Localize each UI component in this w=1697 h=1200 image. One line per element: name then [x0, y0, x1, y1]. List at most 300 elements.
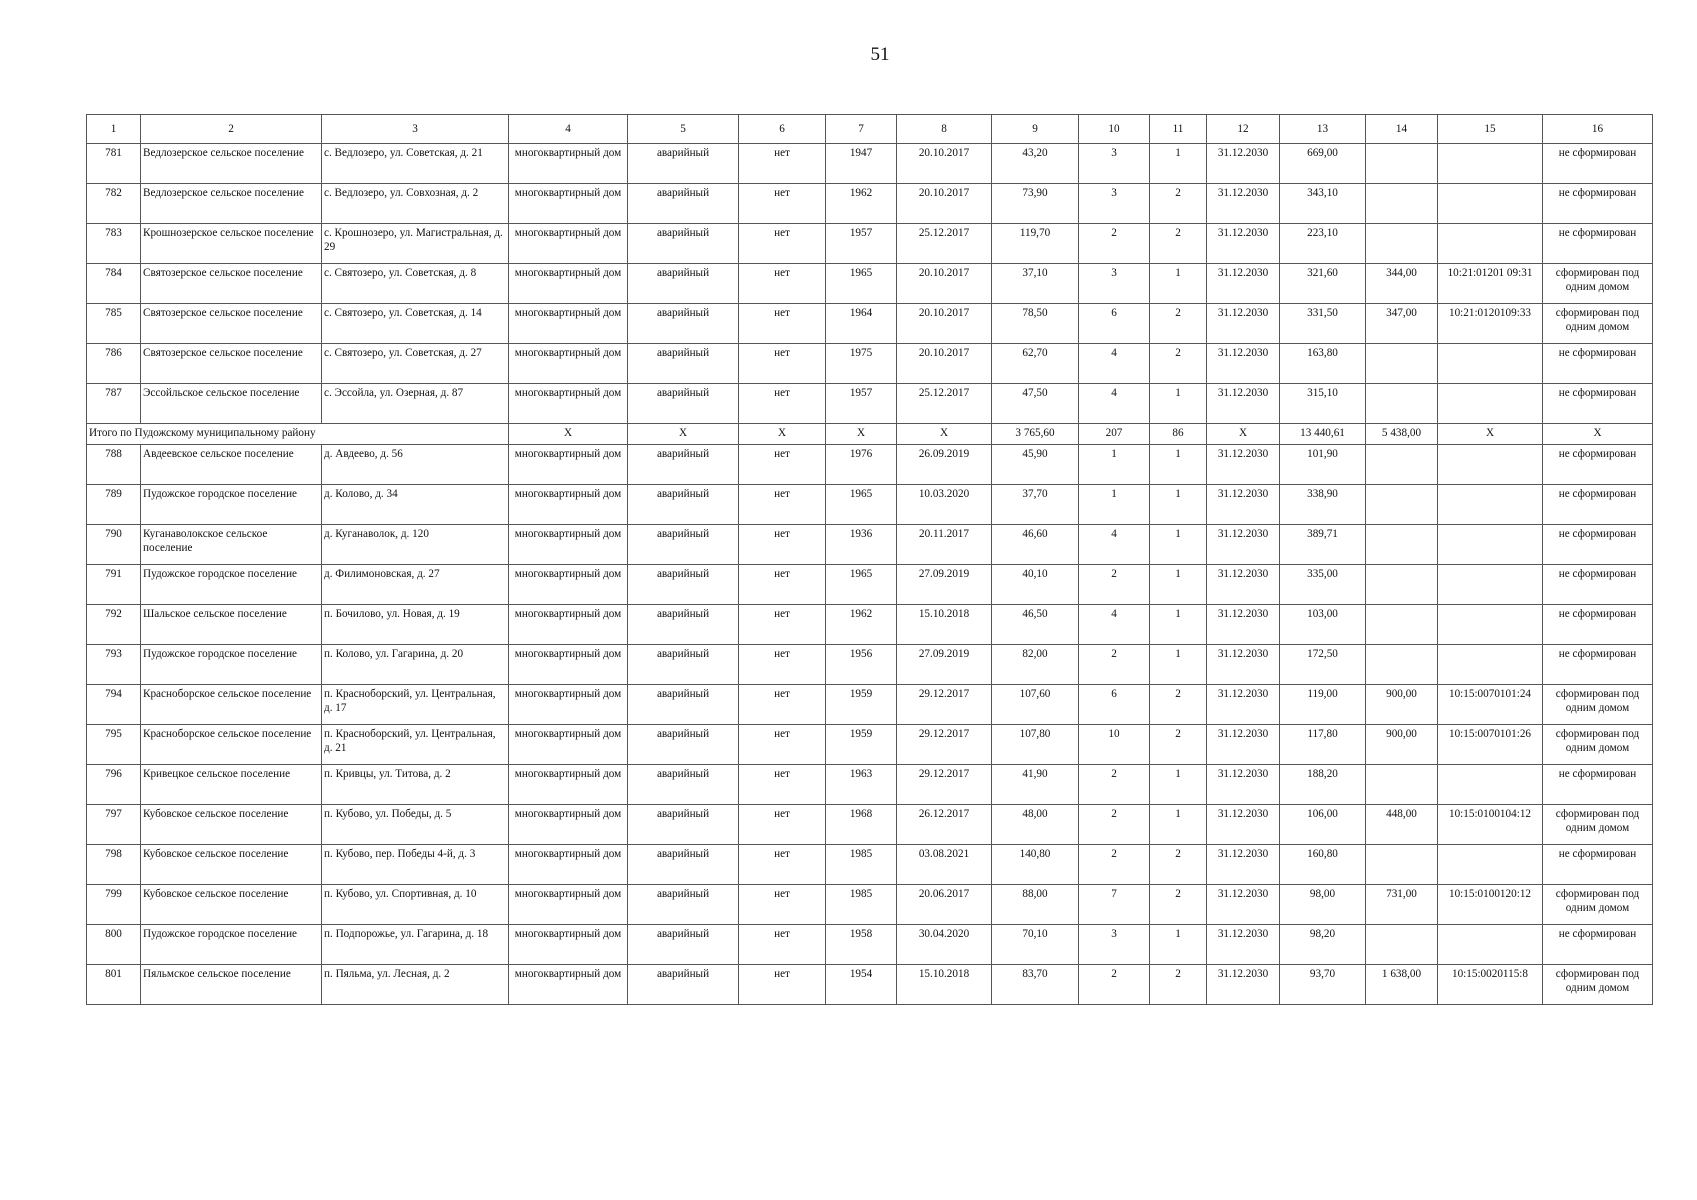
- settlement-cell: Святозерское сельское поселение: [141, 344, 322, 384]
- column-6-cell: нет: [739, 765, 826, 805]
- cadastral-number-cell: 10:15:0100120:12: [1438, 885, 1543, 925]
- column-header: 7: [826, 115, 897, 144]
- status-cell: аварийный: [628, 485, 739, 525]
- column-13-cell: 119,00: [1280, 685, 1366, 725]
- address-cell: с. Святозеро, ул. Советская, д. 14: [322, 304, 509, 344]
- column-header: 9: [992, 115, 1079, 144]
- year-cell: 1936: [826, 525, 897, 565]
- date-cell: 20.10.2017: [897, 184, 992, 224]
- settlement-cell: Кубовское сельское поселение: [141, 845, 322, 885]
- table-body: [87, 144, 1653, 1005]
- area-cell: 46,50: [992, 605, 1079, 645]
- settlement-cell: Кубовское сельское поселение: [141, 885, 322, 925]
- table-row: [87, 525, 1653, 565]
- column-header: 12: [1207, 115, 1280, 144]
- total-c6-cell: X: [739, 424, 826, 445]
- deadline-cell: 31.12.2030: [1207, 485, 1280, 525]
- status-cell: аварийный: [628, 344, 739, 384]
- column-10-cell: 6: [1079, 304, 1150, 344]
- land-status-cell: не сформирован: [1543, 845, 1653, 885]
- column-13-cell: 343,10: [1280, 184, 1366, 224]
- column-11-cell: 1: [1150, 445, 1207, 485]
- column-10-cell: 3: [1079, 925, 1150, 965]
- date-cell: 20.10.2017: [897, 264, 992, 304]
- cadastral-number-cell: [1438, 184, 1543, 224]
- column-11-cell: 2: [1150, 685, 1207, 725]
- cadastral-number-cell: 10:15:0070101:24: [1438, 685, 1543, 725]
- deadline-cell: 31.12.2030: [1207, 224, 1280, 264]
- column-header: 14: [1366, 115, 1438, 144]
- column-11-cell: 1: [1150, 264, 1207, 304]
- column-14-cell: [1366, 525, 1438, 565]
- row-number: 781: [87, 144, 141, 184]
- column-14-cell: [1366, 925, 1438, 965]
- status-cell: аварийный: [628, 885, 739, 925]
- area-cell: 43,20: [992, 144, 1079, 184]
- land-status-cell: не сформирован: [1543, 565, 1653, 605]
- status-cell: аварийный: [628, 304, 739, 344]
- land-status-cell: не сформирован: [1543, 344, 1653, 384]
- status-cell: аварийный: [628, 805, 739, 845]
- column-11-cell: 2: [1150, 304, 1207, 344]
- row-number: 793: [87, 645, 141, 685]
- date-cell: 03.08.2021: [897, 845, 992, 885]
- year-cell: 1956: [826, 645, 897, 685]
- status-cell: аварийный: [628, 685, 739, 725]
- table-row: [87, 264, 1653, 304]
- table-row: [87, 845, 1653, 885]
- column-13-cell: 338,90: [1280, 485, 1366, 525]
- column-6-cell: нет: [739, 304, 826, 344]
- column-14-cell: [1366, 184, 1438, 224]
- total-c15-cell: X: [1438, 424, 1543, 445]
- deadline-cell: 31.12.2030: [1207, 264, 1280, 304]
- year-cell: 1976: [826, 445, 897, 485]
- column-6-cell: нет: [739, 445, 826, 485]
- column-14-cell: [1366, 605, 1438, 645]
- deadline-cell: 31.12.2030: [1207, 765, 1280, 805]
- date-cell: 30.04.2020: [897, 925, 992, 965]
- column-11-cell: 2: [1150, 885, 1207, 925]
- cadastral-number-cell: [1438, 525, 1543, 565]
- land-status-cell: сформирован под одним домом: [1543, 965, 1653, 1005]
- area-cell: 62,70: [992, 344, 1079, 384]
- settlement-cell: Эссойльское сельское поселение: [141, 384, 322, 424]
- column-6-cell: нет: [739, 344, 826, 384]
- settlement-cell: Пудожское городское поселение: [141, 485, 322, 525]
- row-number: 787: [87, 384, 141, 424]
- cadastral-number-cell: 10:21:0120109:33: [1438, 304, 1543, 344]
- column-11-cell: 1: [1150, 144, 1207, 184]
- column-6-cell: нет: [739, 965, 826, 1005]
- land-status-cell: сформирован под одним домом: [1543, 805, 1653, 845]
- year-cell: 1985: [826, 845, 897, 885]
- column-13-cell: 315,10: [1280, 384, 1366, 424]
- column-10-cell: 3: [1079, 264, 1150, 304]
- column-10-cell: 3: [1079, 184, 1150, 224]
- status-cell: аварийный: [628, 925, 739, 965]
- row-number: 788: [87, 445, 141, 485]
- column-13-cell: 389,71: [1280, 525, 1366, 565]
- column-14-cell: 1 638,00: [1366, 965, 1438, 1005]
- address-cell: п. Колово, ул. Гагарина, д. 20: [322, 645, 509, 685]
- table-row: [87, 685, 1653, 725]
- settlement-cell: Кубовское сельское поселение: [141, 805, 322, 845]
- house-type-cell: многоквартирный дом: [509, 805, 628, 845]
- house-type-cell: многоквартирный дом: [509, 344, 628, 384]
- column-6-cell: нет: [739, 144, 826, 184]
- column-13-cell: 321,60: [1280, 264, 1366, 304]
- settlement-cell: Пяльмское сельское поселение: [141, 965, 322, 1005]
- column-13-cell: 117,80: [1280, 725, 1366, 765]
- date-cell: 29.12.2017: [897, 725, 992, 765]
- column-header: 8: [897, 115, 992, 144]
- column-10-cell: 4: [1079, 525, 1150, 565]
- column-13-cell: 98,00: [1280, 885, 1366, 925]
- table-row: [87, 805, 1653, 845]
- deadline-cell: 31.12.2030: [1207, 805, 1280, 845]
- area-cell: 73,90: [992, 184, 1079, 224]
- table-row: [87, 605, 1653, 645]
- column-10-cell: 1: [1079, 445, 1150, 485]
- column-11-cell: 1: [1150, 485, 1207, 525]
- total-c10-cell: 207: [1079, 424, 1150, 445]
- total-c13-cell: 13 440,61: [1280, 424, 1366, 445]
- total-c5-cell: X: [628, 424, 739, 445]
- cadastral-number-cell: [1438, 925, 1543, 965]
- column-6-cell: нет: [739, 224, 826, 264]
- row-number: 783: [87, 224, 141, 264]
- area-cell: 78,50: [992, 304, 1079, 344]
- column-10-cell: 4: [1079, 344, 1150, 384]
- table-row: [87, 344, 1653, 384]
- house-type-cell: многоквартирный дом: [509, 304, 628, 344]
- address-cell: д. Авдеево, д. 56: [322, 445, 509, 485]
- total-c8-cell: X: [897, 424, 992, 445]
- year-cell: 1957: [826, 224, 897, 264]
- date-cell: 20.06.2017: [897, 885, 992, 925]
- column-13-cell: 669,00: [1280, 144, 1366, 184]
- table-row: [87, 725, 1653, 765]
- column-14-cell: 731,00: [1366, 885, 1438, 925]
- area-cell: 140,80: [992, 845, 1079, 885]
- deadline-cell: 31.12.2030: [1207, 885, 1280, 925]
- cadastral-number-cell: [1438, 485, 1543, 525]
- cadastral-number-cell: 10:15:0100104:12: [1438, 805, 1543, 845]
- column-14-cell: 900,00: [1366, 685, 1438, 725]
- column-header: 16: [1543, 115, 1653, 144]
- column-header: 3: [322, 115, 509, 144]
- row-number: 784: [87, 264, 141, 304]
- column-10-cell: 2: [1079, 645, 1150, 685]
- column-6-cell: нет: [739, 384, 826, 424]
- area-cell: 48,00: [992, 805, 1079, 845]
- settlement-cell: Ведлозерское сельское поселение: [141, 144, 322, 184]
- column-11-cell: 1: [1150, 565, 1207, 605]
- column-11-cell: 2: [1150, 965, 1207, 1005]
- address-cell: п. Пяльма, ул. Лесная, д. 2: [322, 965, 509, 1005]
- address-cell: д. Филимоновская, д. 27: [322, 565, 509, 605]
- year-cell: 1975: [826, 344, 897, 384]
- land-status-cell: сформирован под одним домом: [1543, 885, 1653, 925]
- column-10-cell: 7: [1079, 885, 1150, 925]
- row-number: 786: [87, 344, 141, 384]
- area-cell: 70,10: [992, 925, 1079, 965]
- column-6-cell: нет: [739, 885, 826, 925]
- column-13-cell: 98,20: [1280, 925, 1366, 965]
- settlement-cell: Святозерское сельское поселение: [141, 264, 322, 304]
- column-11-cell: 2: [1150, 184, 1207, 224]
- column-header: 11: [1150, 115, 1207, 144]
- house-type-cell: многоквартирный дом: [509, 264, 628, 304]
- settlement-cell: Красноборское сельское поселение: [141, 725, 322, 765]
- table-row: [87, 885, 1653, 925]
- year-cell: 1962: [826, 184, 897, 224]
- status-cell: аварийный: [628, 565, 739, 605]
- house-type-cell: многоквартирный дом: [509, 525, 628, 565]
- year-cell: 1947: [826, 144, 897, 184]
- land-status-cell: не сформирован: [1543, 384, 1653, 424]
- status-cell: аварийный: [628, 224, 739, 264]
- column-14-cell: 448,00: [1366, 805, 1438, 845]
- column-11-cell: 2: [1150, 845, 1207, 885]
- land-status-cell: не сформирован: [1543, 645, 1653, 685]
- column-13-cell: 172,50: [1280, 645, 1366, 685]
- column-6-cell: нет: [739, 525, 826, 565]
- cadastral-number-cell: 10:21:01201 09:31: [1438, 264, 1543, 304]
- year-cell: 1965: [826, 565, 897, 605]
- column-13-cell: 331,50: [1280, 304, 1366, 344]
- column-10-cell: 4: [1079, 384, 1150, 424]
- row-number: 800: [87, 925, 141, 965]
- cadastral-number-cell: [1438, 445, 1543, 485]
- address-cell: д. Куганаволок, д. 120: [322, 525, 509, 565]
- house-type-cell: многоквартирный дом: [509, 925, 628, 965]
- column-10-cell: 6: [1079, 685, 1150, 725]
- column-10-cell: 2: [1079, 765, 1150, 805]
- address-cell: д. Колово, д. 34: [322, 485, 509, 525]
- date-cell: 20.11.2017: [897, 525, 992, 565]
- address-cell: п. Красноборский, ул. Центральная, д. 21: [322, 725, 509, 765]
- column-13-cell: 106,00: [1280, 805, 1366, 845]
- column-13-cell: 103,00: [1280, 605, 1366, 645]
- column-number-row: [87, 115, 1653, 144]
- area-cell: 119,70: [992, 224, 1079, 264]
- row-number: 794: [87, 685, 141, 725]
- area-cell: 46,60: [992, 525, 1079, 565]
- land-status-cell: сформирован под одним домом: [1543, 264, 1653, 304]
- area-cell: 45,90: [992, 445, 1079, 485]
- settlement-cell: Ведлозерское сельское поселение: [141, 184, 322, 224]
- row-number: 796: [87, 765, 141, 805]
- deadline-cell: 31.12.2030: [1207, 344, 1280, 384]
- column-14-cell: [1366, 144, 1438, 184]
- column-13-cell: 93,70: [1280, 965, 1366, 1005]
- column-11-cell: 2: [1150, 344, 1207, 384]
- column-14-cell: 344,00: [1366, 264, 1438, 304]
- year-cell: 1958: [826, 925, 897, 965]
- area-cell: 82,00: [992, 645, 1079, 685]
- house-type-cell: многоквартирный дом: [509, 765, 628, 805]
- year-cell: 1959: [826, 685, 897, 725]
- table-row: [87, 965, 1653, 1005]
- table-row: [87, 765, 1653, 805]
- house-type-cell: многоквартирный дом: [509, 605, 628, 645]
- date-cell: 27.09.2019: [897, 565, 992, 605]
- cadastral-number-cell: [1438, 224, 1543, 264]
- settlement-cell: Шальское сельское поселение: [141, 605, 322, 645]
- column-14-cell: 900,00: [1366, 725, 1438, 765]
- cadastral-number-cell: 10:15:0020115:8: [1438, 965, 1543, 1005]
- area-cell: 107,60: [992, 685, 1079, 725]
- column-14-cell: [1366, 384, 1438, 424]
- address-cell: с. Крошнозеро, ул. Магистральная, д. 29: [322, 224, 509, 264]
- area-cell: 41,90: [992, 765, 1079, 805]
- deadline-cell: 31.12.2030: [1207, 445, 1280, 485]
- status-cell: аварийный: [628, 144, 739, 184]
- house-type-cell: многоквартирный дом: [509, 384, 628, 424]
- deadline-cell: 31.12.2030: [1207, 645, 1280, 685]
- column-6-cell: нет: [739, 645, 826, 685]
- column-14-cell: [1366, 765, 1438, 805]
- deadline-cell: 31.12.2030: [1207, 384, 1280, 424]
- page-number: 51: [870, 44, 890, 65]
- year-cell: 1965: [826, 264, 897, 304]
- land-status-cell: не сформирован: [1543, 445, 1653, 485]
- column-6-cell: нет: [739, 685, 826, 725]
- cadastral-number-cell: [1438, 645, 1543, 685]
- total-c9-cell: 3 765,60: [992, 424, 1079, 445]
- house-type-cell: многоквартирный дом: [509, 965, 628, 1005]
- date-cell: 29.12.2017: [897, 685, 992, 725]
- column-14-cell: [1366, 224, 1438, 264]
- land-status-cell: не сформирован: [1543, 605, 1653, 645]
- column-6-cell: нет: [739, 805, 826, 845]
- year-cell: 1968: [826, 805, 897, 845]
- column-13-cell: 335,00: [1280, 565, 1366, 605]
- land-status-cell: не сформирован: [1543, 144, 1653, 184]
- column-13-cell: 101,90: [1280, 445, 1366, 485]
- area-cell: 83,70: [992, 965, 1079, 1005]
- column-11-cell: 1: [1150, 765, 1207, 805]
- column-14-cell: [1366, 645, 1438, 685]
- table-row: [87, 485, 1653, 525]
- column-14-cell: [1366, 565, 1438, 605]
- housing-registry-table: [86, 114, 1653, 1005]
- date-cell: 20.10.2017: [897, 304, 992, 344]
- year-cell: 1965: [826, 485, 897, 525]
- total-c11-cell: 86: [1150, 424, 1207, 445]
- cadastral-number-cell: [1438, 344, 1543, 384]
- settlement-cell: Святозерское сельское поселение: [141, 304, 322, 344]
- column-14-cell: 347,00: [1366, 304, 1438, 344]
- cadastral-number-cell: [1438, 144, 1543, 184]
- total-label: Итого по Пудожскому муниципальному району: [87, 424, 509, 445]
- address-cell: с. Ведлозеро, ул. Советская, д. 21: [322, 144, 509, 184]
- row-number: 798: [87, 845, 141, 885]
- land-status-cell: сформирован под одним домом: [1543, 304, 1653, 344]
- date-cell: 15.10.2018: [897, 605, 992, 645]
- row-number: 789: [87, 485, 141, 525]
- settlement-cell: Кривецкое сельское поселение: [141, 765, 322, 805]
- column-13-cell: 163,80: [1280, 344, 1366, 384]
- column-header: 13: [1280, 115, 1366, 144]
- row-number: 791: [87, 565, 141, 605]
- column-header: 2: [141, 115, 322, 144]
- deadline-cell: 31.12.2030: [1207, 184, 1280, 224]
- cadastral-number-cell: 10:15:0070101:26: [1438, 725, 1543, 765]
- column-11-cell: 1: [1150, 925, 1207, 965]
- settlement-cell: Пудожское городское поселение: [141, 925, 322, 965]
- column-6-cell: нет: [739, 184, 826, 224]
- column-10-cell: 10: [1079, 725, 1150, 765]
- status-cell: аварийный: [628, 264, 739, 304]
- house-type-cell: многоквартирный дом: [509, 224, 628, 264]
- house-type-cell: многоквартирный дом: [509, 725, 628, 765]
- status-cell: аварийный: [628, 725, 739, 765]
- table-row: [87, 645, 1653, 685]
- area-cell: 107,80: [992, 725, 1079, 765]
- area-cell: 40,10: [992, 565, 1079, 605]
- house-type-cell: многоквартирный дом: [509, 685, 628, 725]
- land-status-cell: не сформирован: [1543, 525, 1653, 565]
- area-cell: 88,00: [992, 885, 1079, 925]
- column-14-cell: [1366, 445, 1438, 485]
- cadastral-number-cell: [1438, 605, 1543, 645]
- land-status-cell: сформирован под одним домом: [1543, 725, 1653, 765]
- total-c16-cell: X: [1543, 424, 1653, 445]
- status-cell: аварийный: [628, 384, 739, 424]
- date-cell: 15.10.2018: [897, 965, 992, 1005]
- column-13-cell: 223,10: [1280, 224, 1366, 264]
- column-6-cell: нет: [739, 605, 826, 645]
- column-header: 4: [509, 115, 628, 144]
- address-cell: с. Ведлозеро, ул. Совхозная, д. 2: [322, 184, 509, 224]
- cadastral-number-cell: [1438, 845, 1543, 885]
- status-cell: аварийный: [628, 845, 739, 885]
- house-type-cell: многоквартирный дом: [509, 445, 628, 485]
- column-10-cell: 3: [1079, 144, 1150, 184]
- year-cell: 1963: [826, 765, 897, 805]
- year-cell: 1964: [826, 304, 897, 344]
- total-row: [87, 424, 1653, 445]
- year-cell: 1959: [826, 725, 897, 765]
- year-cell: 1985: [826, 885, 897, 925]
- column-6-cell: нет: [739, 565, 826, 605]
- house-type-cell: многоквартирный дом: [509, 565, 628, 605]
- address-cell: с. Святозеро, ул. Советская, д. 27: [322, 344, 509, 384]
- date-cell: 25.12.2017: [897, 224, 992, 264]
- house-type-cell: многоквартирный дом: [509, 845, 628, 885]
- column-11-cell: 2: [1150, 224, 1207, 264]
- column-6-cell: нет: [739, 845, 826, 885]
- address-cell: с. Святозеро, ул. Советская, д. 8: [322, 264, 509, 304]
- total-c12-cell: X: [1207, 424, 1280, 445]
- status-cell: аварийный: [628, 765, 739, 805]
- deadline-cell: 31.12.2030: [1207, 725, 1280, 765]
- column-10-cell: 2: [1079, 565, 1150, 605]
- column-6-cell: нет: [739, 485, 826, 525]
- column-10-cell: 2: [1079, 224, 1150, 264]
- total-c4-cell: X: [509, 424, 628, 445]
- address-cell: п. Бочилово, ул. Новая, д. 19: [322, 605, 509, 645]
- address-cell: с. Эссойла, ул. Озерная, д. 87: [322, 384, 509, 424]
- table-row: [87, 184, 1653, 224]
- table-row: [87, 925, 1653, 965]
- year-cell: 1957: [826, 384, 897, 424]
- cadastral-number-cell: [1438, 384, 1543, 424]
- address-cell: п. Кубово, ул. Победы, д. 5: [322, 805, 509, 845]
